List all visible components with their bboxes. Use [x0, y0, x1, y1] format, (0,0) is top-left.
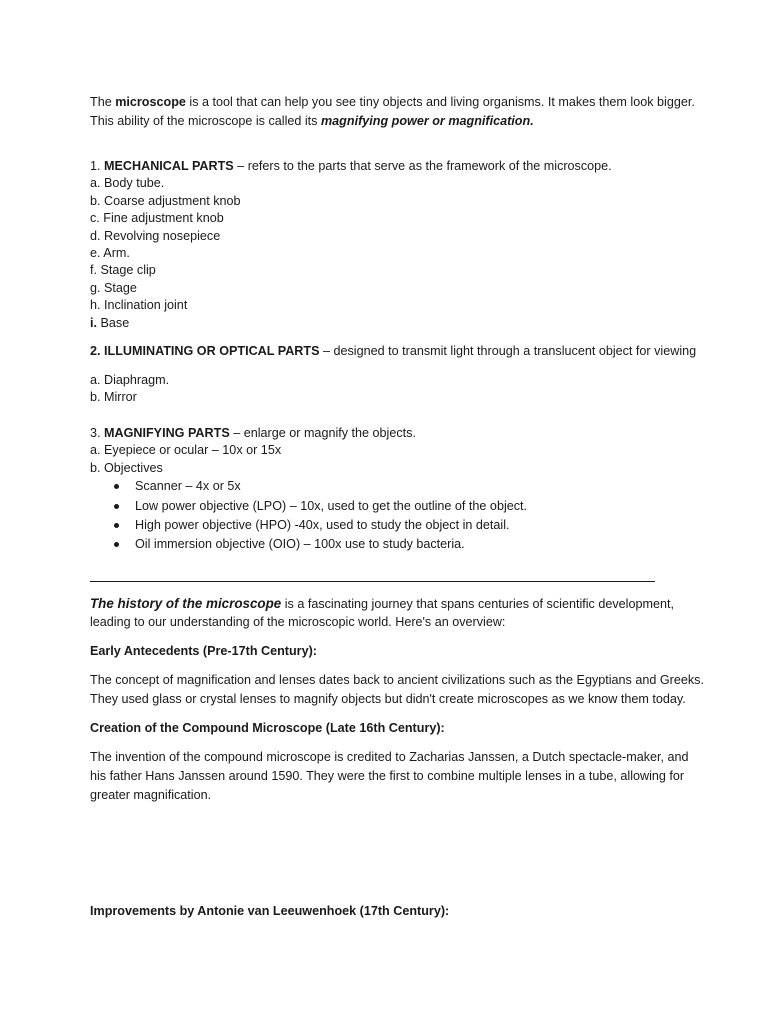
paragraph-line: The invention of the compound microscope is credited to Zacharias Janssen, a Dutch spectacle-maker, and — [90, 750, 689, 764]
magnifying-heading — [90, 425, 527, 442]
history-line-1 — [90, 594, 674, 613]
intro-line-2 — [90, 112, 695, 131]
history-title: The history of the microscope — [90, 596, 282, 611]
list-item: a. Diaphragm. — [90, 373, 170, 387]
section-title: MAGNIFYING PARTS — [104, 426, 230, 440]
intro-emphasis: magnifying power or magnification. — [320, 114, 534, 128]
early-paragraph — [90, 671, 704, 709]
list-item: e. Arm. — [90, 245, 130, 260]
list-item: b. Coarse adjustment knob — [90, 193, 241, 208]
mechanical-section — [90, 158, 612, 332]
illuminating-section — [90, 343, 696, 360]
list-item: b. Mirror — [90, 390, 137, 405]
compound-paragraph — [90, 748, 689, 805]
list-letter: i. — [90, 315, 97, 330]
section-description: – refers to the parts that serve as the framework of the microscope. — [233, 159, 612, 173]
leeuwenhoek-heading: Improvements by Antonie van Leeuwenhoek (17th Century): — [90, 904, 450, 918]
section-divider — [90, 581, 655, 582]
bullet-item: Scanner – 4x or 5x — [90, 477, 527, 496]
intro-term: microscope — [115, 95, 186, 109]
intro-text: This ability of the microscope is called its — [90, 114, 321, 128]
paragraph-line: greater magnification. — [90, 788, 212, 802]
section-number: 3. — [90, 426, 105, 440]
list-item: f. Stage clip — [90, 263, 156, 278]
magnifying-section — [90, 425, 527, 555]
bullet-item: Oil immersion objective (OIO) – 100x use to study bacteria. — [90, 535, 527, 554]
paragraph-line: The concept of magnification and lenses dates back to ancient civilizations such as the Egyptians and Greeks. — [90, 673, 704, 687]
list-item: a. Body tube. — [90, 176, 165, 191]
section-description: – designed to transmit light through a translucent object for viewing — [319, 344, 697, 358]
intro-text: The — [90, 95, 116, 109]
section-title: 2. ILLUMINATING OR OPTICAL PARTS — [90, 344, 320, 358]
paragraph-line: They used glass or crystal lenses to magnify objects but didn't create microscopes as we know them today. — [90, 692, 686, 706]
section-description: – enlarge or magnify the objects. — [229, 426, 416, 440]
list-item: d. Revolving nosepiece — [90, 228, 221, 243]
list-item: a. Eyepiece or ocular – 10x or 15x — [90, 443, 282, 458]
list-item: h. Inclination joint — [90, 298, 188, 313]
compound-heading: Creation of the Compound Microscope (Late 16th Century): — [90, 721, 445, 735]
history-line-2: leading to our understanding of the microscopic world. Here's an overview: — [90, 615, 506, 629]
objectives-bullet-list — [90, 477, 527, 555]
list-item: c. Fine adjustment knob — [90, 211, 224, 226]
illuminating-list — [90, 372, 169, 407]
illuminating-heading — [90, 343, 696, 360]
paragraph-line: his father Hans Janssen around 1590. They were the first to combine multiple lenses in a tube, allowing for — [90, 769, 685, 783]
list-text: Base — [97, 315, 130, 330]
history-text: is a fascinating journey that spans centuries of scientific development, — [281, 597, 674, 611]
intro-paragraph — [90, 93, 695, 131]
list-item: b. Objectives — [90, 460, 163, 475]
section-title: MECHANICAL PARTS — [104, 159, 234, 173]
list-item — [90, 315, 612, 332]
section-number: 1. — [90, 159, 105, 173]
list-item: g. Stage — [90, 280, 137, 295]
mechanical-heading — [90, 158, 612, 175]
bullet-item: High power objective (HPO) -40x, used to study the object in detail. — [90, 516, 527, 535]
intro-line-1 — [90, 93, 695, 112]
early-heading: Early Antecedents (Pre-17th Century): — [90, 644, 317, 658]
history-paragraph — [90, 594, 674, 632]
bullet-item: Low power objective (LPO) – 10x, used to get the outline of the object. — [90, 497, 527, 516]
intro-text: is a tool that can help you see tiny objects and living organisms. It makes them look bigger. — [185, 95, 695, 109]
